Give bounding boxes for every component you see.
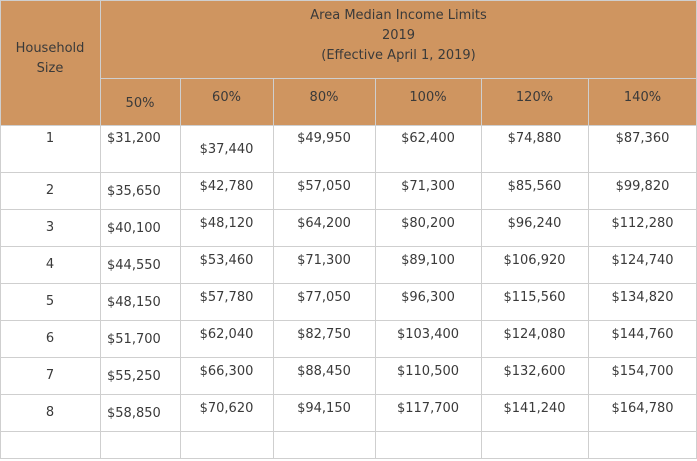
income-limit-value: $62,040 bbox=[199, 327, 254, 342]
column-header-label: 60% bbox=[212, 90, 241, 105]
income-limit-value: $110,500 bbox=[396, 364, 460, 379]
income-limit-value: $37,440 bbox=[199, 142, 254, 157]
income-limit-value: $53,460 bbox=[199, 253, 254, 268]
income-limit-value: $106,920 bbox=[503, 253, 566, 268]
grid-line-vertical bbox=[100, 0, 101, 458]
household-size-value: 6 bbox=[45, 331, 55, 346]
household-size-value: 8 bbox=[45, 405, 55, 420]
grid-line-horizontal bbox=[0, 431, 697, 432]
income-limit-value: $112,280 bbox=[611, 216, 674, 231]
income-limit-value: $49,950 bbox=[297, 131, 351, 146]
corner-label-line2: Size bbox=[36, 61, 64, 76]
income-limit-value: $66,300 bbox=[199, 364, 254, 379]
income-limit-value: $82,750 bbox=[297, 327, 351, 342]
income-limit-value: $57,050 bbox=[297, 179, 351, 194]
income-limit-value: $117,700 bbox=[396, 401, 460, 416]
column-header-label: 100% bbox=[409, 90, 447, 105]
income-limit-value: $48,150 bbox=[107, 295, 161, 310]
table-effective-date: (Effective April 1, 2019) bbox=[321, 48, 476, 63]
household-size-value: 5 bbox=[45, 294, 55, 309]
income-limit-value: $70,620 bbox=[199, 401, 254, 416]
income-limit-value: $88,450 bbox=[297, 364, 351, 379]
income-limit-value: $103,400 bbox=[396, 327, 460, 342]
income-limit-value: $71,300 bbox=[297, 253, 351, 268]
column-header-label: 80% bbox=[309, 90, 339, 105]
income-limit-value: $144,760 bbox=[611, 327, 674, 342]
income-limit-value: $64,200 bbox=[297, 216, 351, 231]
income-limit-value: $55,250 bbox=[107, 369, 161, 384]
grid-line-vertical bbox=[375, 78, 376, 458]
income-limit-value: $48,120 bbox=[199, 216, 254, 231]
household-size-value: 3 bbox=[45, 220, 55, 235]
grid-line-horizontal bbox=[0, 458, 697, 459]
grid-line-horizontal bbox=[0, 172, 697, 173]
income-limit-value: $99,820 bbox=[615, 179, 670, 194]
grid-line-horizontal bbox=[100, 78, 697, 79]
grid-line-vertical bbox=[180, 78, 181, 458]
income-limit-value: $44,550 bbox=[107, 258, 161, 273]
grid-line-horizontal bbox=[0, 209, 697, 210]
grid-line-horizontal bbox=[0, 320, 697, 321]
income-limit-value: $51,700 bbox=[107, 332, 161, 347]
income-limit-value: $94,150 bbox=[297, 401, 351, 416]
income-limit-value: $154,700 bbox=[611, 364, 674, 379]
corner-label-line1: Household bbox=[15, 41, 85, 56]
income-limit-value: $71,300 bbox=[401, 179, 455, 194]
income-limit-value: $42,780 bbox=[199, 179, 254, 194]
income-limit-value: $40,100 bbox=[107, 221, 161, 236]
household-size-value: 1 bbox=[45, 131, 55, 146]
grid-line-horizontal bbox=[0, 125, 697, 126]
income-limit-value: $96,300 bbox=[401, 290, 455, 305]
income-limit-value: $80,200 bbox=[401, 216, 455, 231]
grid-line-vertical bbox=[588, 78, 589, 458]
income-limit-value: $134,820 bbox=[611, 290, 674, 305]
income-limit-value: $57,780 bbox=[199, 290, 254, 305]
income-limit-value: $85,560 bbox=[507, 179, 562, 194]
income-limit-value: $87,360 bbox=[615, 131, 670, 146]
grid-line-horizontal bbox=[0, 246, 697, 247]
household-size-value: 2 bbox=[45, 183, 55, 198]
grid-line-horizontal bbox=[0, 357, 697, 358]
income-limit-value: $31,200 bbox=[107, 131, 161, 146]
grid-line-horizontal bbox=[0, 0, 697, 1]
income-limit-value: $35,650 bbox=[107, 184, 161, 199]
income-limit-value: $58,850 bbox=[107, 406, 161, 421]
income-limit-value: $74,880 bbox=[507, 131, 562, 146]
household-size-value: 7 bbox=[45, 368, 55, 383]
grid-line-vertical bbox=[481, 78, 482, 458]
income-limit-value: $77,050 bbox=[297, 290, 351, 305]
income-limit-value: $62,400 bbox=[401, 131, 455, 146]
income-limit-value: $132,600 bbox=[503, 364, 566, 379]
grid-line-vertical bbox=[273, 78, 274, 458]
income-limit-value: $164,780 bbox=[611, 401, 674, 416]
column-header-label: 140% bbox=[623, 90, 662, 105]
column-header-label: 120% bbox=[515, 90, 554, 105]
income-limit-value: $124,080 bbox=[503, 327, 566, 342]
grid-line-vertical bbox=[0, 0, 1, 458]
column-header-label: 50% bbox=[125, 96, 155, 111]
grid-line-horizontal bbox=[0, 394, 697, 395]
household-size-value: 4 bbox=[45, 257, 55, 272]
income-limit-value: $89,100 bbox=[401, 253, 455, 268]
table-year: 2019 bbox=[381, 28, 416, 43]
income-limit-value: $124,740 bbox=[611, 253, 674, 268]
table-title: Area Median Income Limits bbox=[310, 8, 487, 23]
income-limit-value: $141,240 bbox=[503, 401, 566, 416]
income-limit-value: $115,560 bbox=[503, 290, 566, 305]
income-limit-value: $96,240 bbox=[507, 216, 562, 231]
grid-line-horizontal bbox=[0, 283, 697, 284]
